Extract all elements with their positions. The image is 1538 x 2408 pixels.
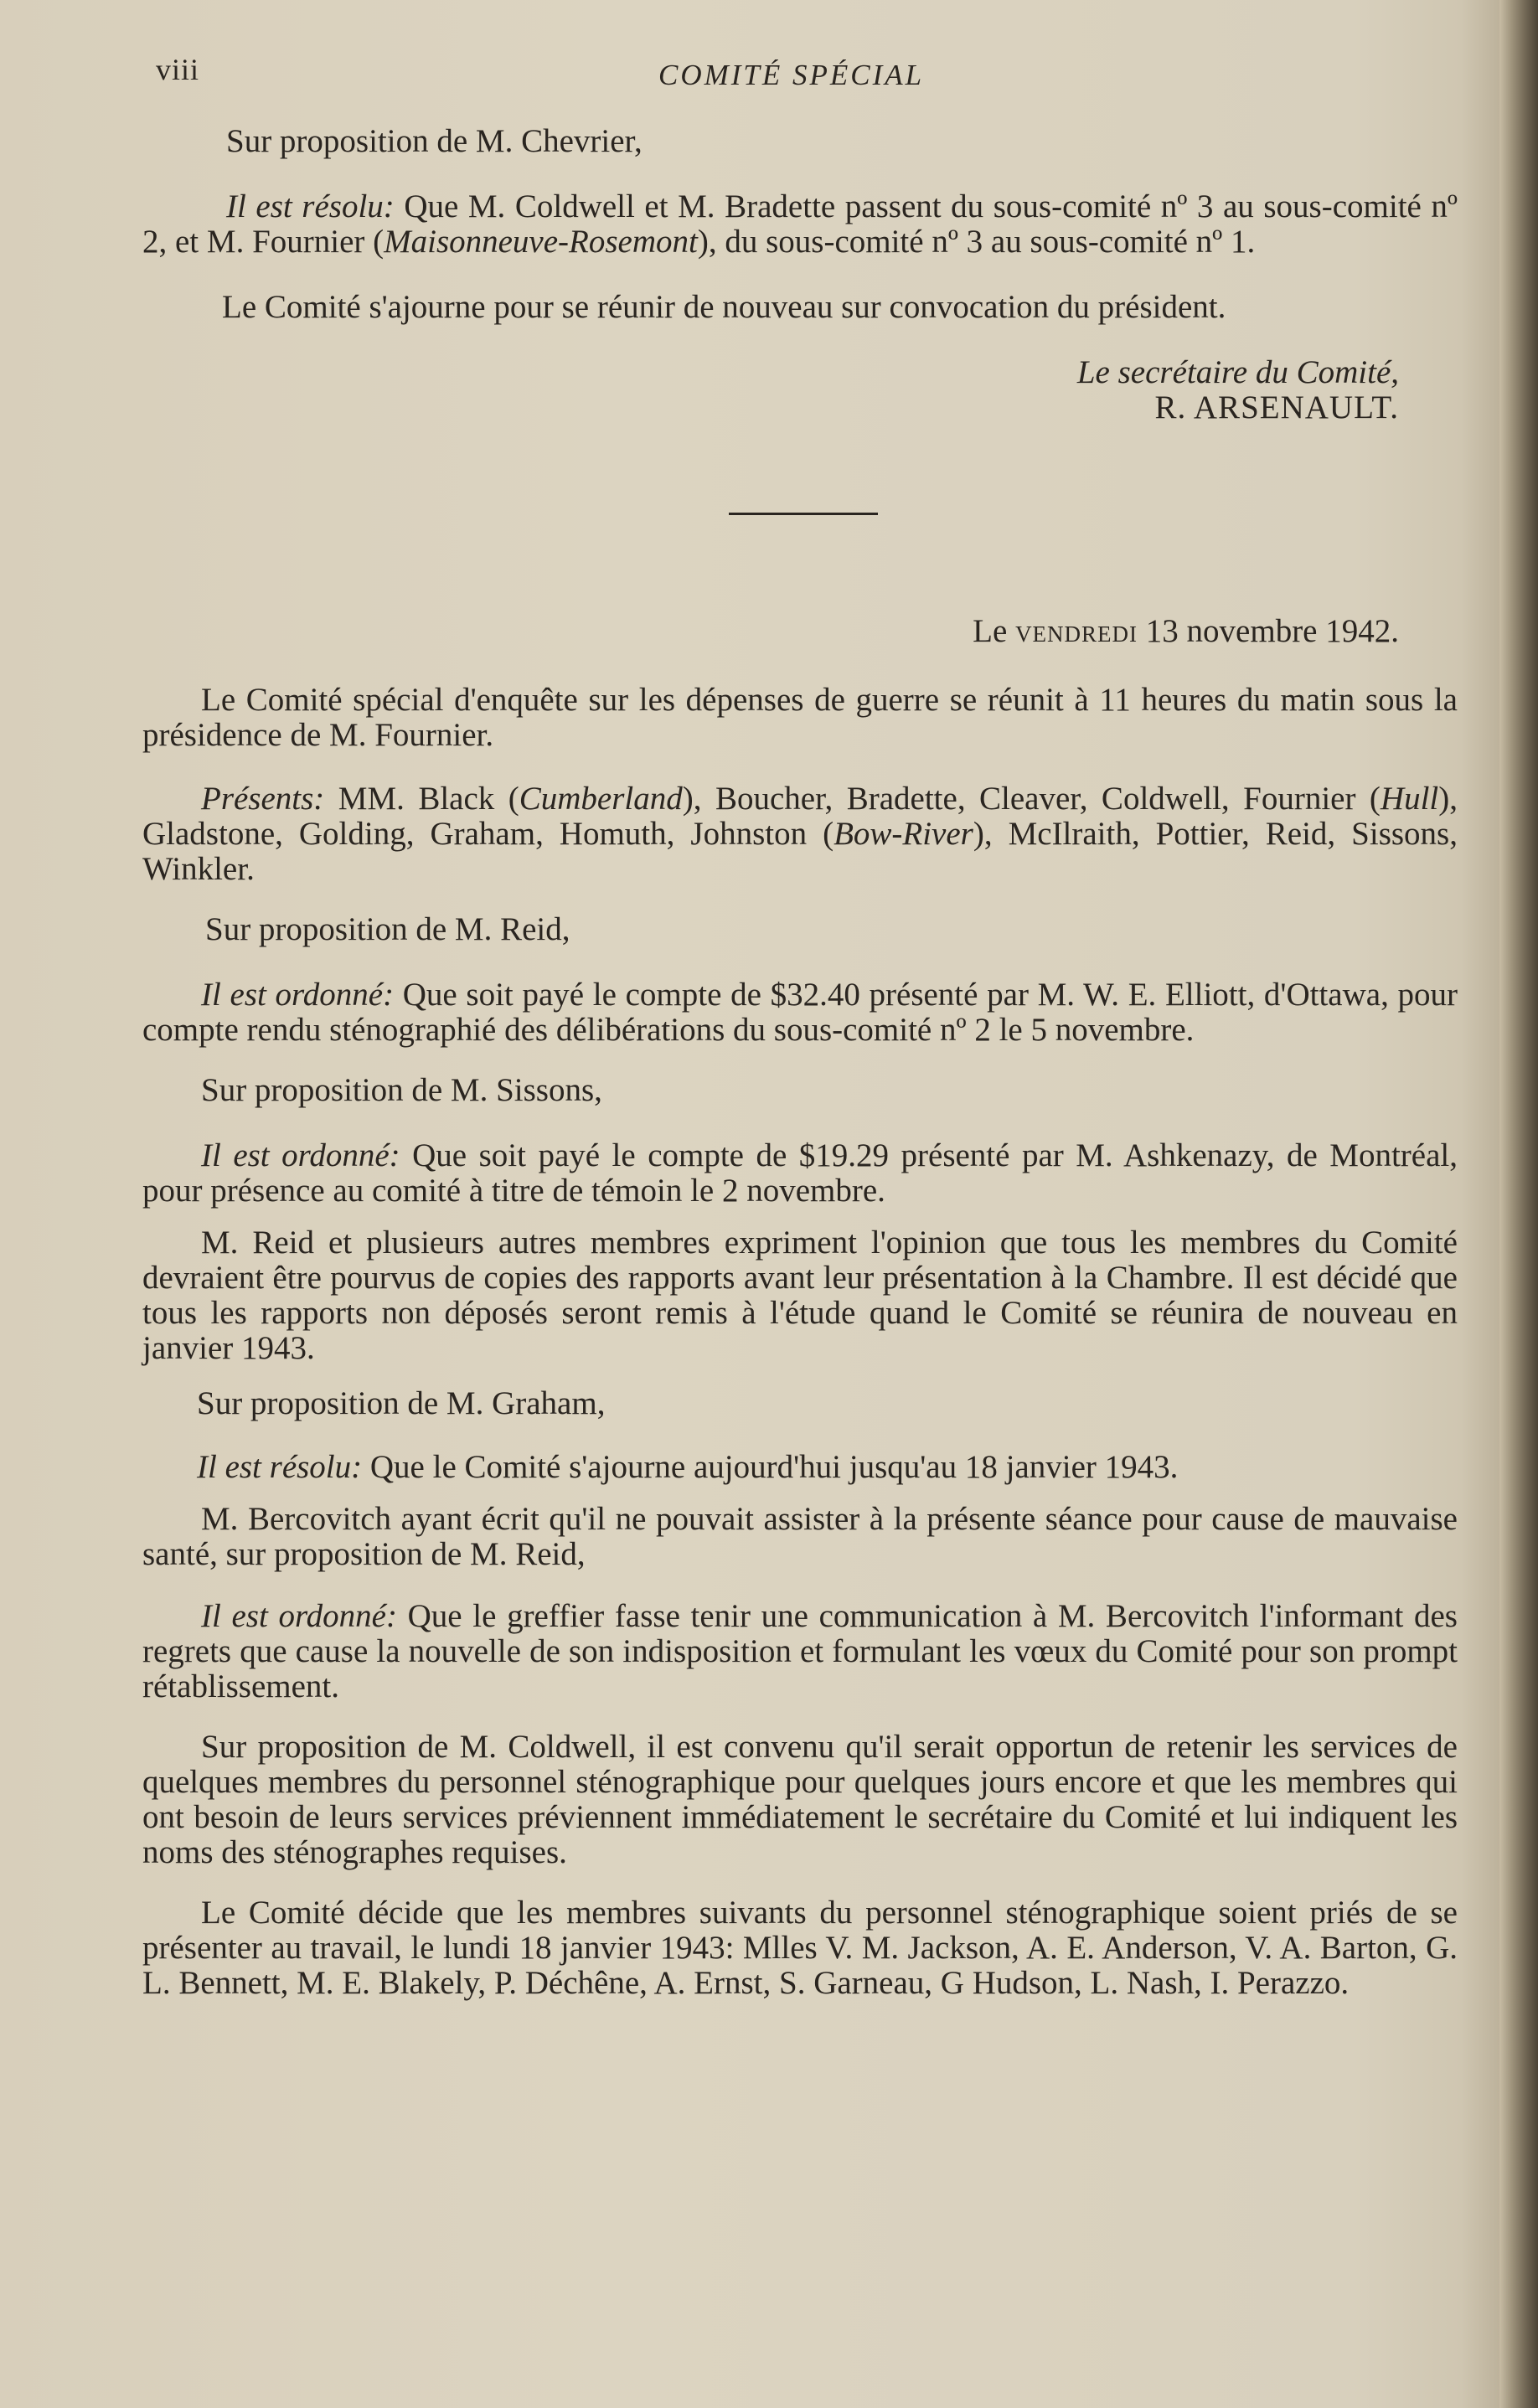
order-label: Il est ordonné: bbox=[201, 1137, 400, 1173]
running-head bbox=[156, 52, 1463, 94]
present-text-d: ), McIlraith, Pottier, Reid, Sissons, Winkler. bbox=[142, 816, 1458, 887]
page-number: viii bbox=[156, 53, 200, 86]
resolution-tail: ), du sous-comité nº 3 au sous-comité nº 1. bbox=[697, 224, 1256, 260]
riding-bow-river: Bow-River bbox=[834, 816, 973, 852]
stenographic-staff-motion: Sur proposition de M. Coldwell, il est convenu qu'il serait opportun de retenir les services de quelques membres du personnel sténographique pour quelques jours encore et que les membres qui ont besoin de leurs services préviennent immédiatement le secrétaire du Comité et lui indiquent les noms des sténographes requises. bbox=[142, 1729, 1458, 1870]
page-body bbox=[142, 124, 1458, 2001]
present-text-b: ), Boucher, Bradette, Cleaver, Coldwell, Fournier ( bbox=[682, 781, 1381, 817]
riding-hull: Hull bbox=[1380, 781, 1439, 817]
order-text: Que soit payé le compte de $32.40 présenté par M. W. E. Elliott, d'Ottawa, pour compte rendu sténographié des délibérations du sous-comité nº 2 le 5 novembre. bbox=[142, 977, 1458, 1048]
motion-graham: Sur proposition de M. Graham, bbox=[197, 1385, 606, 1421]
order-communication-bercovitch bbox=[142, 1599, 1458, 1704]
stenographic-staff-list: Le Comité décide que les membres suivants du personnel sténographique soient priés de se présenter au travail, le lundi 18 janvier 1943: Mlles V. M. Jackson, A. E. Anderson, V. A. Barton, G. L. Bennett, M. E. Blakely, P. Déchêne, A. Ernst, S. Garneau, G Hudson, L. Nash, I. Perazzo. bbox=[142, 1895, 1458, 2001]
resolution-text: Que le Comité s'ajourne aujourd'hui jusqu'au 18 janvier 1943. bbox=[362, 1449, 1179, 1485]
members-present bbox=[142, 781, 1458, 887]
resolution-text: Que M. Coldwell et M. Bradette passent du sous-comité nº 3 au sous-comité nº 2, et M. Fournier ( bbox=[142, 188, 1458, 260]
present-text-c: ), Gladstone, Golding, Graham, Homuth, Johnston ( bbox=[142, 781, 1458, 852]
resolution-label: Il est résolu: bbox=[226, 188, 395, 224]
reports-discussion: M. Reid et plusieurs autres membres expriment l'opinion que tous les membres du Comité devraient être pourvus de copies des rapports avant leur présentation à la Chambre. Il est décidé que tous les rapports non déposés seront remis à l'étude quand le Comité se réunira de nouveau en janvier 1943. bbox=[142, 1225, 1458, 1366]
present-label: Présents: bbox=[201, 781, 325, 817]
motion-reid: Sur proposition de M. Reid, bbox=[205, 911, 570, 947]
resolution-subcommittees bbox=[142, 189, 1458, 260]
riding-name: Maisonneuve-Rosemont bbox=[384, 224, 698, 260]
adjournment-note: Le Comité s'ajourne pour se réunir de nouveau sur convocation du président. bbox=[222, 289, 1226, 325]
signature-block bbox=[142, 355, 1458, 425]
riding-cumberland: Cumberland bbox=[519, 781, 683, 817]
signature-title: Le secrétaire du Comité, bbox=[1076, 354, 1399, 390]
motion-chevrier: Sur proposition de M. Chevrier, bbox=[226, 123, 643, 159]
order-text: Que le greffier fasse tenir une communication à M. Bercovitch l'informant des regrets que cause la nouvelle de son indisposition et formulant les vœux du Comité pour son prompt rétablissement. bbox=[142, 1598, 1458, 1704]
signature-name: R. ARSENAULT. bbox=[1154, 389, 1399, 425]
resolution-label: Il est résolu: bbox=[197, 1449, 363, 1485]
date-day: vendredi bbox=[1015, 613, 1138, 649]
order-label: Il est ordonné: bbox=[201, 1598, 397, 1634]
order-payment-elliott bbox=[142, 977, 1458, 1048]
bercovitch-absence: M. Bercovitch ayant écrit qu'il ne pouvait assister à la présente séance pour cause de mauvaise santé, sur proposition de M. Reid, bbox=[142, 1501, 1458, 1572]
date-rest: 13 novembre 1942. bbox=[1138, 613, 1399, 649]
running-title: COMITÉ SPÉCIAL bbox=[658, 59, 925, 91]
order-text: Que soit payé le compte de $19.29 présenté par M. Ashkenazy, de Montréal, pour présence au comité à titre de témoin le 2 novembre. bbox=[142, 1137, 1458, 1209]
meeting-opening: Le Comité spécial d'enquête sur les dépenses de guerre se réunit à 11 heures du matin sous la présidence de M. Fournier. bbox=[142, 682, 1458, 753]
present-text-a: MM. Black ( bbox=[324, 781, 519, 817]
motion-sissons: Sur proposition de M. Sissons, bbox=[201, 1072, 602, 1108]
order-payment-ashkenazy bbox=[142, 1138, 1458, 1209]
date-prefix: Le bbox=[973, 613, 1016, 649]
section-divider bbox=[729, 513, 878, 515]
order-label: Il est ordonné: bbox=[201, 977, 395, 1013]
page-binding-edge bbox=[1499, 0, 1538, 2408]
resolution-adjourn-january bbox=[142, 1450, 1458, 1485]
meeting-date bbox=[142, 614, 1458, 649]
